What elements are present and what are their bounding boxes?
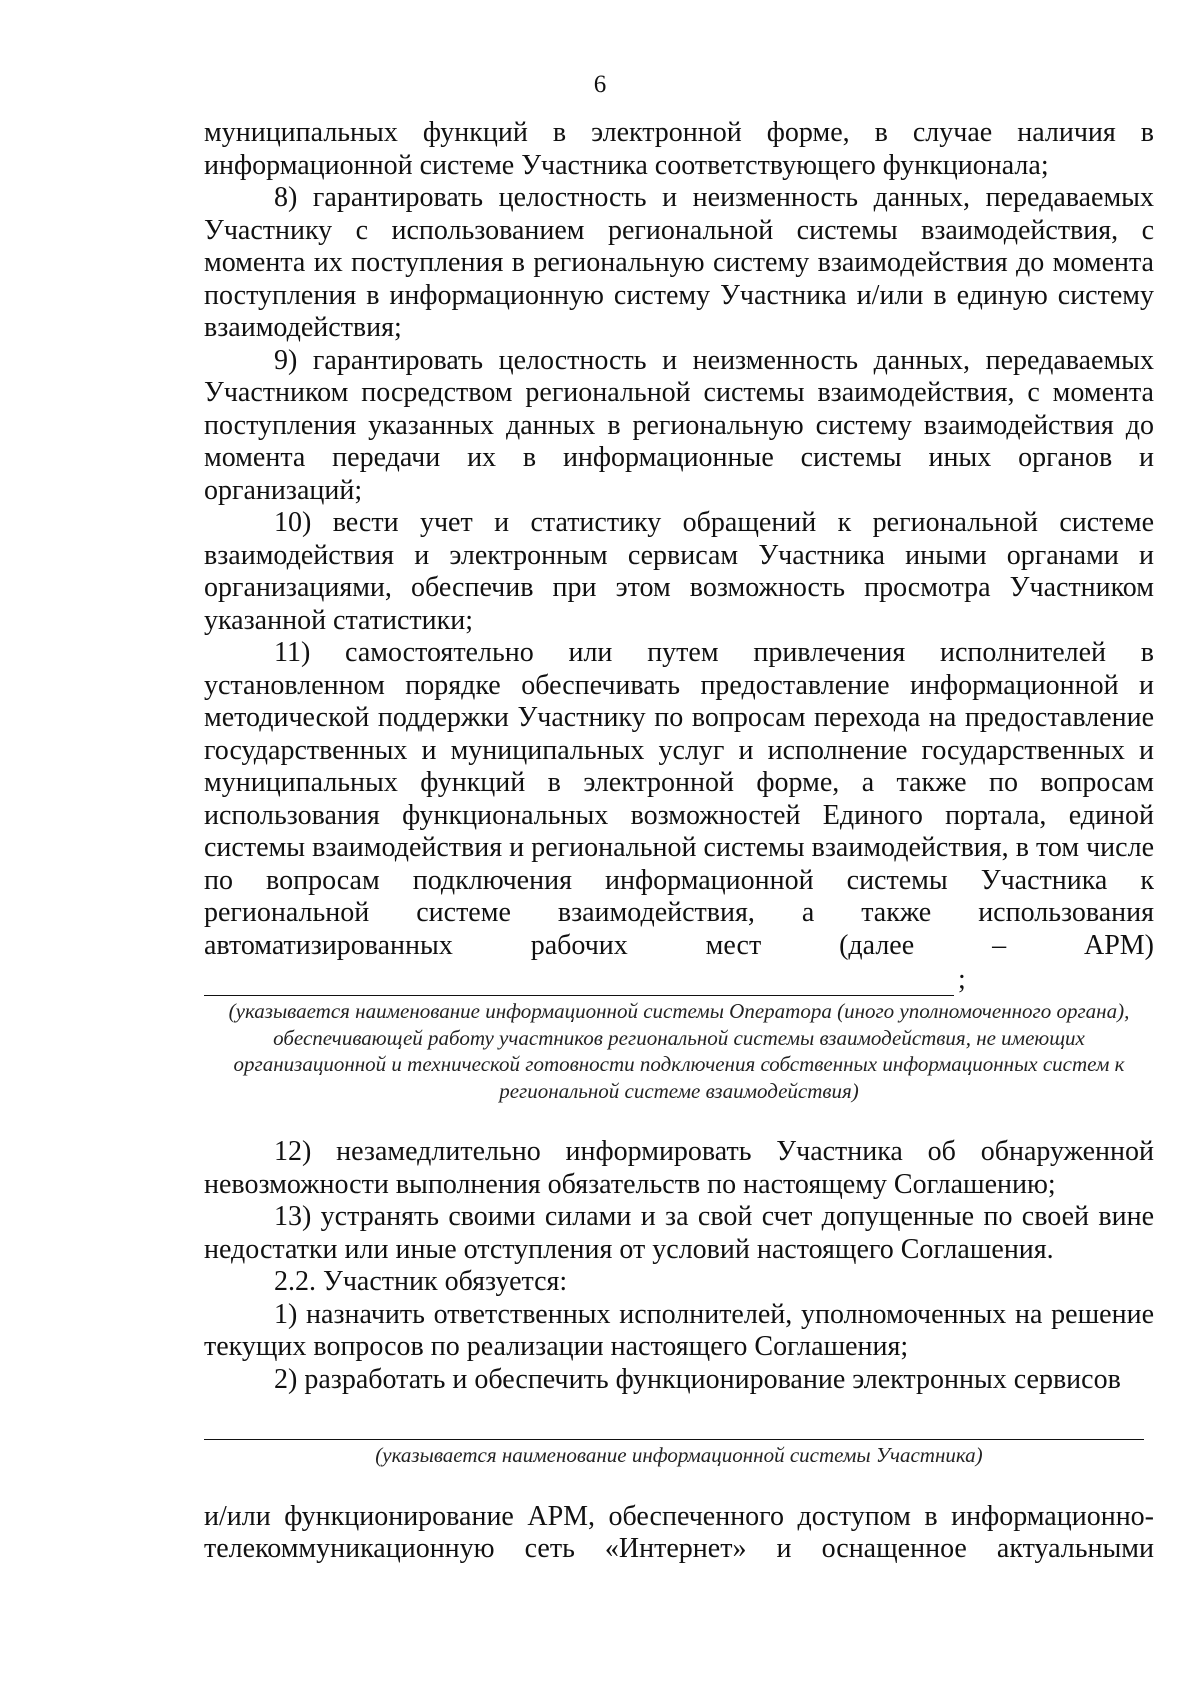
paragraph-item-9: 9) гарантировать целостность и неизменность данных, передаваемых Участником посредством региональной системы взаимодействия, с момента поступления указанных данных в региональную систему взаимодействия до момента передачи их в информационные системы иных органов и организаций; (204, 344, 1154, 506)
spacer (204, 1469, 1154, 1501)
spacer (204, 1104, 1154, 1136)
footnote-participant-system: (указывается наименование информационной системы Участника) (375, 1443, 983, 1467)
fill-in-semicolon: ; (958, 963, 966, 995)
fill-in-underline (204, 1417, 1144, 1440)
paragraph-item-12: 12) незамедлительно информировать Участника об обнаруженной невозможности выполнения обязательств по настоящему Соглашению; (204, 1136, 1154, 1200)
paragraph-final: и/или функционирование АРМ, обеспеченного доступом в информационно-телекоммуникационную сеть «Интернет» и оснащенное актуальными (204, 1500, 1154, 1564)
document-body (204, 117, 1154, 1566)
page-number: 6 (593, 71, 607, 98)
spacer (204, 1396, 1154, 1406)
paragraph-item-11: 11) самостоятельно или путем привлечения исполнителей в установленном порядке обеспечивать предоставление информационной и методической поддержки Участнику по вопросам перехода на предоставление государственных и муниципальных услуг и исполнение государственных и муниципальных функций в электронной форме, а также по вопросам использования функциональных возможностей Единого портала, единой системы взаимодействия и региональной системы взаимодействия, в том числе по вопросам подключения информационной системы Участника к региональной системе взаимодействия, а также использования автоматизированных рабочих мест (далее – АРМ) (204, 637, 1154, 961)
fill-in-field-participant-system (204, 1406, 1154, 1440)
paragraph-continuation: муниципальных функций в электронной форме, в случае наличия в информационной системе Участника соответствующего функционала; (204, 117, 1154, 181)
fill-in-underline (204, 973, 954, 996)
paragraph-2-2-item-2: 2) разработать и обеспечить функционирование электронных сервисов (274, 1363, 1121, 1395)
fill-in-field-operator-system (204, 962, 1154, 996)
paragraph-item-8: 8) гарантировать целостность и неизменность данных, передаваемых Участнику с использованием региональной системы взаимодействия, с момента их поступления в региональную систему взаимодействия до момента поступления в информационную систему Участника и/или в единую систему взаимодействия; (204, 182, 1154, 343)
paragraph-2-2-item-1: 1) назначить ответственных исполнителей, уполномоченных на решение текущих вопросов по реализации настоящего Соглашения; (204, 1298, 1154, 1362)
paragraph-item-10: 10) вести учет и статистику обращений к региональной системе взаимодействия и электронным сервисам Участника иными органами и организациями, обеспечив при этом возможность просмотра Участником указанной статистики; (204, 507, 1154, 636)
section-2-2-heading: 2.2. Участник обязуется: (274, 1266, 568, 1297)
paragraph-item-13: 13) устранять своими силами и за свой счет допущенные по своей вине недостатки или иные отступления от условий настоящего Соглашения. (204, 1201, 1154, 1265)
footnote-operator-system: (указывается наименование информационной системы Оператора (иного уполномоченного органа), обеспечивающей работу участников региональной системы взаимодействия, не имеющих организационной и технической готовности подключения собственных информационных систем к региональной системе взаимодействия) (228, 999, 1130, 1103)
